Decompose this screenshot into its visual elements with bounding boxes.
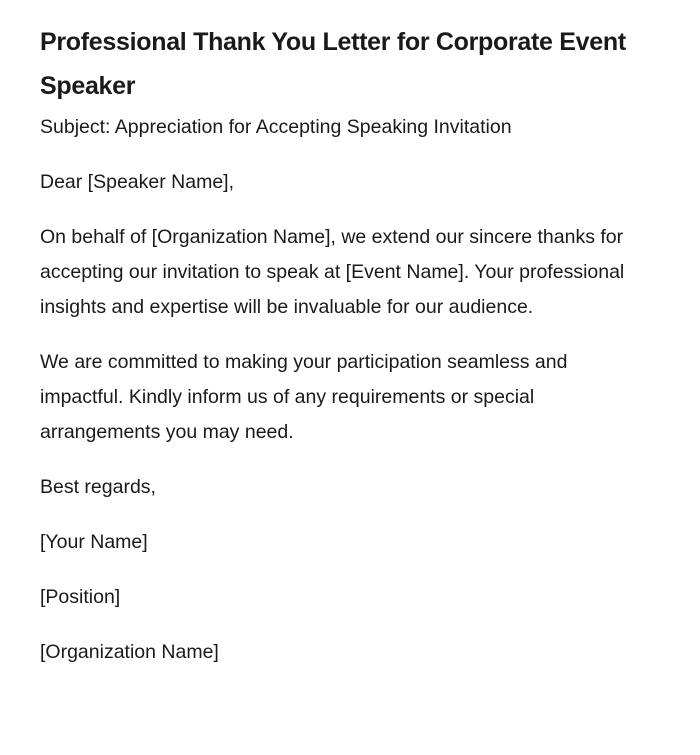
signature-position: [Position] [40, 586, 121, 608]
signature-name: [Your Name] [40, 531, 148, 553]
body-paragraph: On behalf of [Organization Name], we extend our sincere thanks for accepting our invitation to speak at [Event Name]. Your professional insights and expertise will be invaluable for our audience. [40, 226, 625, 318]
letter-title: Professional Thank You Letter for Corporate Event Speaker [40, 28, 626, 100]
body-paragraph: We are committed to making your participation seamless and impactful. Kindly inform us of any requirements or special arrangements you may need. [40, 351, 568, 443]
letter-document [40, 20, 640, 690]
letter-closing: Best regards, [40, 476, 156, 498]
letter-greeting: Dear [Speaker Name], [40, 171, 235, 193]
signature-organization: [Organization Name] [40, 641, 219, 663]
letter-subject: Subject: Appreciation for Accepting Speaking Invitation [40, 116, 512, 138]
